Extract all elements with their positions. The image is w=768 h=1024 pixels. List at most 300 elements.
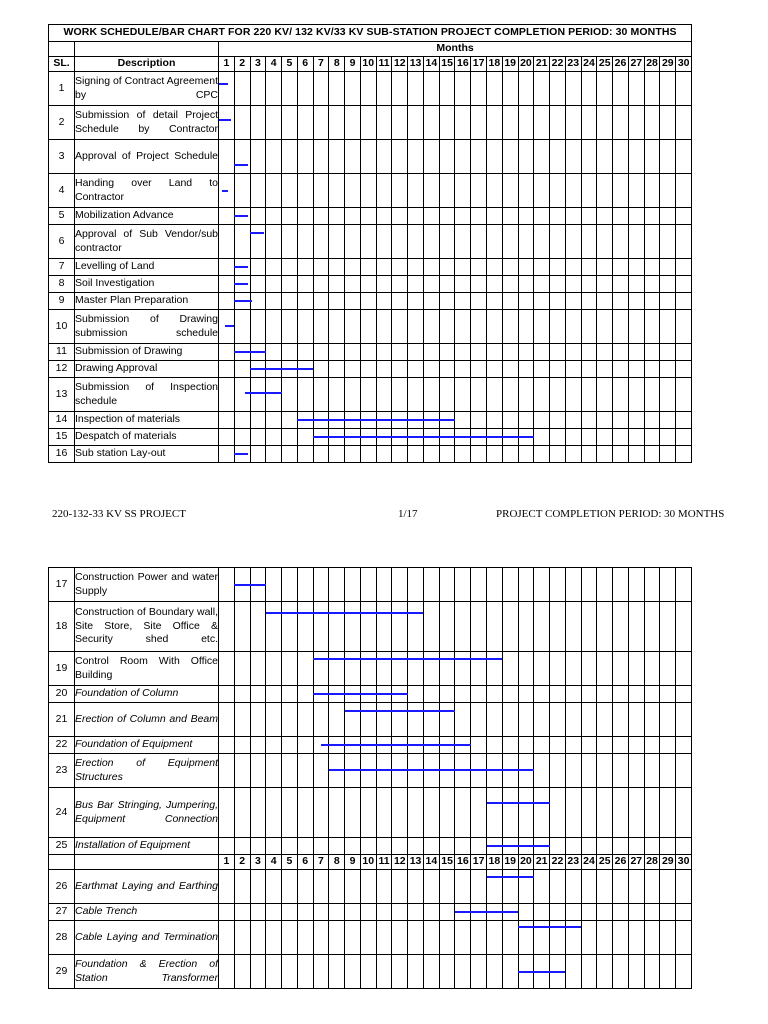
task-month-cell <box>266 602 282 652</box>
task-month-cell <box>360 378 376 412</box>
task-month-cell <box>518 703 534 737</box>
month-header-27: 27 <box>628 57 644 72</box>
task-month-cell <box>282 174 298 208</box>
task-description: Drawing Approval <box>75 361 219 378</box>
task-month-cell <box>266 737 282 754</box>
month-header-30: 30 <box>676 855 692 870</box>
task-month-cell <box>345 703 361 737</box>
task-month-cell <box>329 568 345 602</box>
task-month-cell <box>660 754 676 788</box>
task-month-cell <box>644 412 660 429</box>
task-month-cell <box>676 754 692 788</box>
footer-page-number: 1/17 <box>398 508 418 520</box>
task-month-cell <box>423 568 439 602</box>
task-month-cell <box>219 652 235 686</box>
task-month-cell <box>360 703 376 737</box>
task-month-cell <box>250 955 266 989</box>
task-month-cell <box>487 412 503 429</box>
task-row-1 <box>49 72 692 106</box>
task-month-cell <box>455 361 471 378</box>
task-sl-number: 23 <box>49 754 75 788</box>
task-month-cell <box>455 259 471 276</box>
month-header-25: 25 <box>597 855 613 870</box>
task-month-cell <box>660 870 676 904</box>
task-month-cell <box>502 568 518 602</box>
task-month-cell <box>534 686 550 703</box>
task-month-cell <box>487 686 503 703</box>
month-header-9: 9 <box>345 57 361 72</box>
task-month-cell <box>234 870 250 904</box>
task-month-cell <box>518 568 534 602</box>
task-month-cell <box>597 904 613 921</box>
task-month-cell <box>550 378 566 412</box>
task-month-cell <box>455 140 471 174</box>
task-month-cell <box>676 703 692 737</box>
task-month-cell <box>471 140 487 174</box>
task-month-cell <box>644 140 660 174</box>
task-month-cell <box>329 703 345 737</box>
task-month-cell <box>360 225 376 259</box>
task-month-cell <box>250 72 266 106</box>
task-month-cell <box>534 276 550 293</box>
task-month-cell <box>455 788 471 838</box>
task-month-cell <box>502 208 518 225</box>
task-sl-number: 17 <box>49 568 75 602</box>
task-month-cell <box>282 293 298 310</box>
task-month-cell <box>234 361 250 378</box>
task-month-cell <box>360 838 376 855</box>
task-month-cell <box>581 788 597 838</box>
task-month-cell <box>345 788 361 838</box>
task-month-cell <box>471 310 487 344</box>
task-month-cell <box>644 568 660 602</box>
task-sl-number: 21 <box>49 703 75 737</box>
task-month-cell <box>550 602 566 652</box>
task-month-cell <box>423 293 439 310</box>
task-month-cell <box>439 754 455 788</box>
task-month-cell <box>408 446 424 463</box>
task-month-cell <box>345 378 361 412</box>
task-month-cell <box>408 703 424 737</box>
task-month-cell <box>266 174 282 208</box>
task-month-cell <box>376 754 392 788</box>
month-header-15: 15 <box>439 855 455 870</box>
task-month-cell <box>297 737 313 754</box>
task-description: Sub station Lay-out <box>75 446 219 463</box>
task-month-cell <box>597 106 613 140</box>
task-month-cell <box>581 310 597 344</box>
task-month-cell <box>392 870 408 904</box>
task-month-cell <box>423 208 439 225</box>
task-month-cell <box>676 602 692 652</box>
task-month-cell <box>360 446 376 463</box>
month-header-8: 8 <box>329 57 345 72</box>
task-month-cell <box>471 276 487 293</box>
task-description: Soil Investigation <box>75 276 219 293</box>
task-description: Submission of Drawing <box>75 344 219 361</box>
task-month-cell <box>313 754 329 788</box>
task-month-cell <box>329 293 345 310</box>
task-month-cell <box>581 686 597 703</box>
task-month-cell <box>628 106 644 140</box>
task-month-cell <box>471 686 487 703</box>
task-month-cell <box>250 106 266 140</box>
task-month-cell <box>471 344 487 361</box>
task-month-cell <box>676 737 692 754</box>
task-month-cell <box>282 208 298 225</box>
task-month-cell <box>329 310 345 344</box>
task-month-cell <box>376 378 392 412</box>
task-month-cell <box>628 344 644 361</box>
task-month-cell <box>439 568 455 602</box>
task-month-cell <box>297 652 313 686</box>
task-month-cell <box>550 904 566 921</box>
task-month-cell <box>297 208 313 225</box>
task-month-cell <box>644 378 660 412</box>
task-month-cell <box>345 870 361 904</box>
task-month-cell <box>597 870 613 904</box>
task-month-cell <box>408 378 424 412</box>
task-month-cell <box>360 921 376 955</box>
task-month-cell <box>518 259 534 276</box>
task-month-cell <box>266 344 282 361</box>
task-month-cell <box>345 838 361 855</box>
task-month-cell <box>345 904 361 921</box>
task-month-cell <box>455 106 471 140</box>
task-month-cell <box>628 225 644 259</box>
task-month-cell <box>613 106 629 140</box>
task-bar-21 <box>345 710 455 712</box>
task-row-3 <box>49 140 692 174</box>
task-month-cell <box>676 412 692 429</box>
task-month-cell <box>219 703 235 737</box>
task-month-cell <box>423 259 439 276</box>
task-month-cell <box>613 429 629 446</box>
task-bar-27 <box>455 911 518 913</box>
task-month-cell <box>628 429 644 446</box>
task-month-cell <box>455 208 471 225</box>
task-month-cell <box>581 870 597 904</box>
task-month-cell <box>628 754 644 788</box>
task-month-cell <box>660 293 676 310</box>
task-month-cell <box>676 838 692 855</box>
task-month-cell <box>392 904 408 921</box>
task-month-cell <box>297 140 313 174</box>
task-row-7 <box>49 259 692 276</box>
task-month-cell <box>613 446 629 463</box>
task-month-cell <box>487 344 503 361</box>
task-bar-29 <box>518 971 565 973</box>
task-month-cell <box>613 72 629 106</box>
task-month-cell <box>282 446 298 463</box>
task-month-cell <box>266 412 282 429</box>
task-month-cell <box>455 870 471 904</box>
task-description: Submission of Drawing submission schedule <box>75 310 219 344</box>
task-month-cell <box>266 208 282 225</box>
task-month-cell <box>250 293 266 310</box>
task-month-cell <box>423 602 439 652</box>
task-month-cell <box>376 870 392 904</box>
task-month-cell <box>423 446 439 463</box>
task-row-6 <box>49 225 692 259</box>
task-bar-18 <box>266 612 424 614</box>
task-month-cell <box>345 602 361 652</box>
task-month-cell <box>345 140 361 174</box>
task-sl-number: 11 <box>49 344 75 361</box>
task-month-cell <box>660 412 676 429</box>
task-month-cell <box>581 921 597 955</box>
task-month-cell <box>408 788 424 838</box>
task-month-cell <box>219 412 235 429</box>
task-month-cell <box>597 378 613 412</box>
task-sl-number: 27 <box>49 904 75 921</box>
task-bar-16 <box>234 453 248 455</box>
task-bar-10 <box>225 325 234 327</box>
task-month-cell <box>502 293 518 310</box>
task-month-cell <box>518 686 534 703</box>
task-month-cell <box>345 276 361 293</box>
task-month-cell <box>550 208 566 225</box>
task-month-cell <box>439 174 455 208</box>
task-month-cell <box>423 754 439 788</box>
task-month-cell <box>565 72 581 106</box>
task-month-cell <box>345 921 361 955</box>
desc-blank <box>75 855 219 870</box>
task-month-cell <box>565 870 581 904</box>
task-month-cell <box>487 208 503 225</box>
month-header-8: 8 <box>329 855 345 870</box>
task-month-cell <box>644 259 660 276</box>
task-month-cell <box>471 921 487 955</box>
task-month-cell <box>660 106 676 140</box>
task-month-cell <box>550 140 566 174</box>
task-description: Bus Bar Stringing, Jumpering, Equipment Connection <box>75 788 219 838</box>
task-month-cell <box>660 446 676 463</box>
task-month-cell <box>581 259 597 276</box>
task-month-cell <box>676 788 692 838</box>
task-month-cell <box>219 568 235 602</box>
task-month-cell <box>392 293 408 310</box>
task-month-cell <box>455 72 471 106</box>
task-month-cell <box>250 259 266 276</box>
task-month-cell <box>487 788 503 838</box>
footer-completion-period: PROJECT COMPLETION PERIOD: 30 MONTHS <box>496 508 725 520</box>
task-month-cell <box>613 870 629 904</box>
task-month-cell <box>455 921 471 955</box>
month-header-7: 7 <box>313 57 329 72</box>
task-month-cell <box>597 652 613 686</box>
task-month-cell <box>439 703 455 737</box>
task-month-cell <box>282 788 298 838</box>
task-month-cell <box>660 208 676 225</box>
task-sl-number: 25 <box>49 838 75 855</box>
task-month-cell <box>392 259 408 276</box>
task-month-cell <box>502 72 518 106</box>
task-month-cell <box>376 276 392 293</box>
task-month-cell <box>282 225 298 259</box>
task-month-cell <box>550 293 566 310</box>
task-sl-number: 10 <box>49 310 75 344</box>
task-month-cell <box>266 310 282 344</box>
task-month-cell <box>676 276 692 293</box>
task-month-cell <box>266 276 282 293</box>
task-month-cell <box>345 955 361 989</box>
task-row-27 <box>49 904 692 921</box>
task-month-cell <box>266 788 282 838</box>
month-header-11: 11 <box>376 57 392 72</box>
task-month-cell <box>502 259 518 276</box>
task-month-cell <box>423 225 439 259</box>
task-month-cell <box>329 754 345 788</box>
task-month-cell <box>282 737 298 754</box>
task-row-4 <box>49 174 692 208</box>
task-month-cell <box>234 652 250 686</box>
task-month-cell <box>660 259 676 276</box>
task-month-cell <box>360 904 376 921</box>
task-month-cell <box>565 904 581 921</box>
task-month-cell <box>313 140 329 174</box>
task-description: Signing of Contract Agreement by CPC <box>75 72 219 106</box>
task-month-cell <box>597 446 613 463</box>
task-month-cell <box>219 754 235 788</box>
task-month-cell <box>313 378 329 412</box>
task-month-cell <box>345 754 361 788</box>
task-month-cell <box>502 361 518 378</box>
task-month-cell <box>628 904 644 921</box>
task-month-cell <box>439 686 455 703</box>
task-month-cell <box>550 568 566 602</box>
task-month-cell <box>660 921 676 955</box>
task-month-cell <box>502 703 518 737</box>
task-month-cell <box>266 293 282 310</box>
task-month-cell <box>219 106 235 140</box>
task-month-cell <box>597 140 613 174</box>
month-header-9: 9 <box>345 855 361 870</box>
task-month-cell <box>313 788 329 838</box>
task-month-cell <box>676 174 692 208</box>
task-month-cell <box>423 838 439 855</box>
task-month-cell <box>313 276 329 293</box>
task-row-11 <box>49 344 692 361</box>
task-month-cell <box>313 955 329 989</box>
task-month-cell <box>360 140 376 174</box>
task-month-cell <box>376 140 392 174</box>
task-row-10 <box>49 310 692 344</box>
task-month-cell <box>518 344 534 361</box>
month-header-29: 29 <box>660 57 676 72</box>
task-month-cell <box>660 276 676 293</box>
task-row-13 <box>49 378 692 412</box>
gantt-table-part-1 <box>48 24 692 463</box>
task-month-cell <box>581 838 597 855</box>
task-month-cell <box>565 838 581 855</box>
task-month-cell <box>676 446 692 463</box>
task-bar-7 <box>234 266 248 268</box>
sl-blank <box>49 42 75 57</box>
task-month-cell <box>581 174 597 208</box>
task-month-cell <box>360 72 376 106</box>
task-month-cell <box>550 361 566 378</box>
task-month-cell <box>487 259 503 276</box>
task-month-cell <box>676 429 692 446</box>
task-month-cell <box>392 72 408 106</box>
task-month-cell <box>644 208 660 225</box>
task-month-cell <box>613 904 629 921</box>
task-row-8 <box>49 276 692 293</box>
task-month-cell <box>313 870 329 904</box>
task-month-cell <box>297 904 313 921</box>
task-row-24 <box>49 788 692 838</box>
task-month-cell <box>360 754 376 788</box>
task-month-cell <box>219 140 235 174</box>
task-month-cell <box>676 378 692 412</box>
task-month-cell <box>518 276 534 293</box>
task-month-cell <box>423 686 439 703</box>
task-month-cell <box>581 106 597 140</box>
task-month-cell <box>502 225 518 259</box>
task-month-cell <box>581 446 597 463</box>
months-header-row <box>49 42 692 57</box>
task-month-cell <box>408 568 424 602</box>
task-month-cell <box>234 429 250 446</box>
task-month-cell <box>676 344 692 361</box>
task-month-cell <box>471 754 487 788</box>
task-month-cell <box>597 429 613 446</box>
task-month-cell <box>628 378 644 412</box>
task-month-cell <box>313 446 329 463</box>
task-month-cell <box>613 703 629 737</box>
task-description: Approval of Project Schedule <box>75 140 219 174</box>
task-month-cell <box>423 310 439 344</box>
task-sl-number: 15 <box>49 429 75 446</box>
task-month-cell <box>297 344 313 361</box>
task-month-cell <box>376 208 392 225</box>
task-month-cell <box>644 955 660 989</box>
task-month-cell <box>597 259 613 276</box>
task-month-cell <box>660 361 676 378</box>
task-month-cell <box>313 568 329 602</box>
task-month-cell <box>439 602 455 652</box>
task-month-cell <box>628 140 644 174</box>
task-month-cell <box>423 378 439 412</box>
task-bar-20 <box>313 693 408 695</box>
task-month-cell <box>250 838 266 855</box>
task-month-cell <box>534 429 550 446</box>
task-month-cell <box>282 429 298 446</box>
task-month-cell <box>392 838 408 855</box>
task-month-cell <box>329 955 345 989</box>
month-header-4: 4 <box>266 855 282 870</box>
task-month-cell <box>565 344 581 361</box>
month-header-22: 22 <box>550 855 566 870</box>
task-month-cell <box>487 140 503 174</box>
task-month-cell <box>266 703 282 737</box>
task-month-cell <box>439 259 455 276</box>
task-month-cell <box>282 754 298 788</box>
task-month-cell <box>234 754 250 788</box>
task-month-cell <box>613 361 629 378</box>
task-month-cell <box>408 174 424 208</box>
month-header-15: 15 <box>439 57 455 72</box>
task-month-cell <box>219 378 235 412</box>
task-month-cell <box>266 378 282 412</box>
task-month-cell <box>644 310 660 344</box>
task-month-cell <box>518 412 534 429</box>
task-month-cell <box>644 429 660 446</box>
task-month-cell <box>565 174 581 208</box>
task-month-cell <box>487 276 503 293</box>
month-header-6: 6 <box>297 855 313 870</box>
